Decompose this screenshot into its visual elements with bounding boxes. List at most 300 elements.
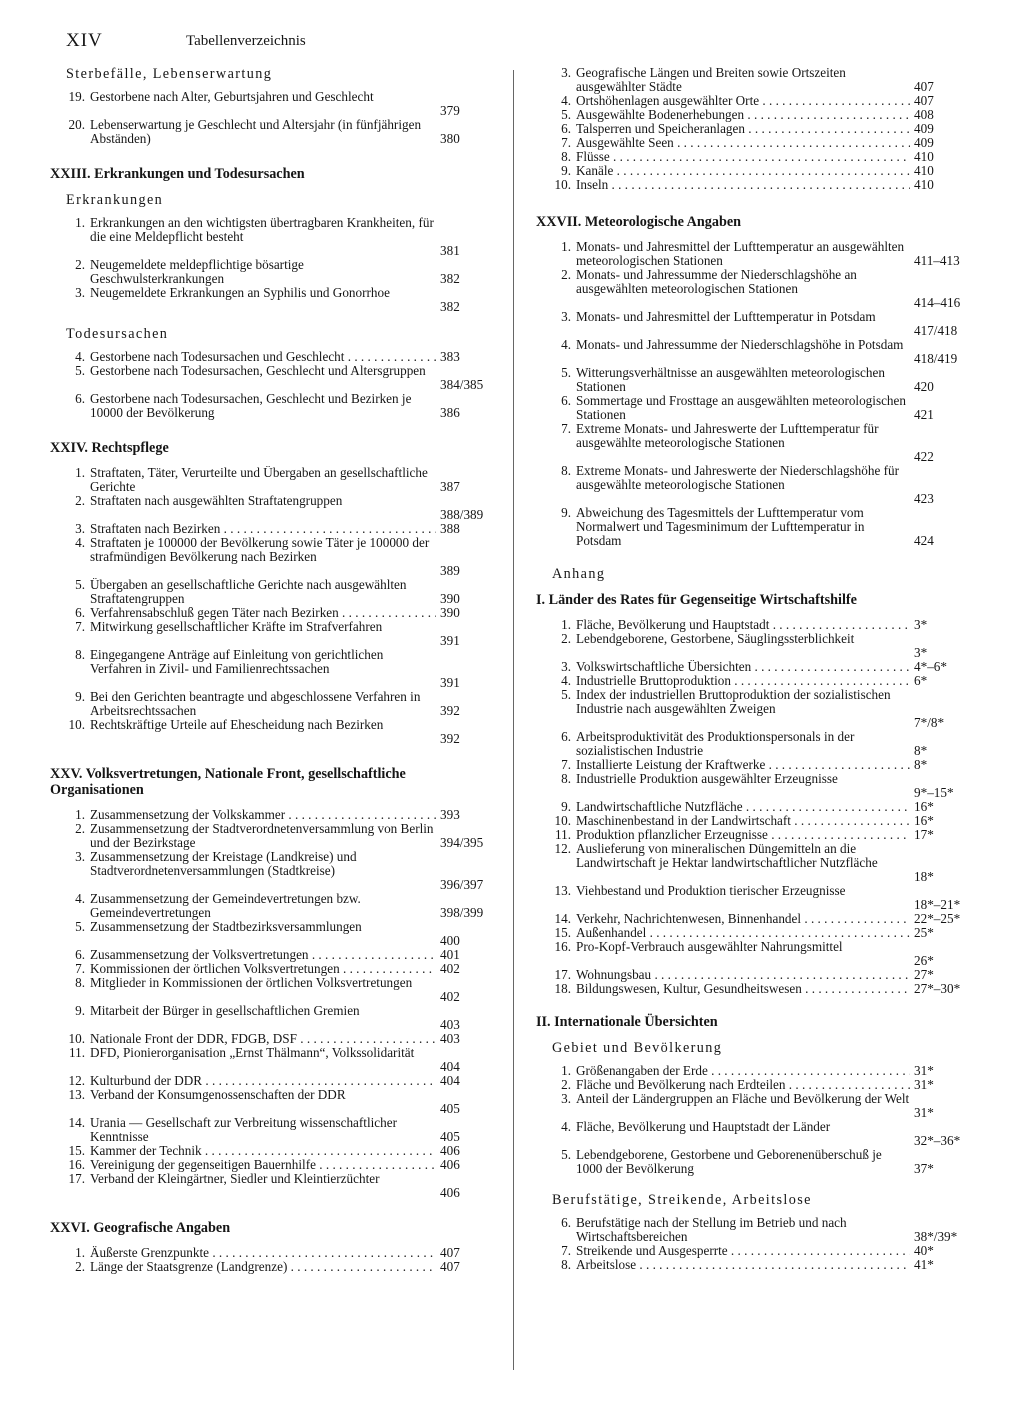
entry-number: 1. [561,617,571,632]
toc-entry[interactable] [536,968,978,982]
entry-number: 15. [68,1143,85,1158]
toc-entry[interactable] [536,338,978,366]
toc-entry[interactable] [50,258,490,286]
entry-page: 418/419 [914,351,958,366]
toc-entry[interactable] [50,1046,490,1074]
entry-number: 1. [75,1245,85,1260]
entry-title: Rechtskräftige Urteile auf Ehescheidung nach Bezirken [90,718,384,732]
entry-title: Übergaben an gesellschaftliche Gerichte nach ausgewählten Straftatengruppen [90,578,407,606]
toc-entry[interactable] [50,808,490,822]
entry-title: Fläche und Bevölkerung nach Erdteilen . . . [576,1078,910,1092]
toc-entry[interactable] [50,822,490,850]
toc-entry[interactable] [536,618,978,632]
section-subheading: Gebiet und Bevölkerung [552,1040,723,1056]
entry-page: 410 [914,149,934,164]
entry-page: 393 [440,807,460,822]
entry-page: 424 [914,533,934,548]
entry-page: 27*–30* [914,981,961,996]
entry-title: Außenhandel . . . [576,926,910,940]
entry-title: Gestorbene nach Todesursachen, Geschlecht und Bezirken je 10000 der Bevölkerung [90,392,412,420]
entry-number: 1. [75,807,85,822]
entry-title: Fläche, Bevölkerung und Hauptstadt . . . [576,618,910,632]
toc-entry[interactable] [50,620,490,648]
toc-entry[interactable] [536,464,978,506]
entry-title: Zusammensetzung der Volksvertretungen . . . [90,948,436,962]
entry-number: 9. [561,163,571,178]
toc-entry[interactable] [536,1216,978,1244]
entry-page: 26* [914,953,934,968]
entry-number: 10. [554,177,571,192]
entry-number: 4. [75,891,85,906]
entry-page: 381 [440,243,460,258]
toc-entry[interactable] [536,660,978,674]
entry-number: 18. [554,981,571,996]
toc-entry[interactable] [536,310,978,338]
toc-entry[interactable] [536,164,978,178]
toc-entry[interactable] [50,1074,490,1088]
chapter-heading: XXIV. Rechtspflege [50,440,169,456]
entry-number: 7. [561,1243,571,1258]
entry-page: 421 [914,407,934,422]
entry-title: Kulturbund der DDR . . . [90,1074,436,1088]
toc-entry[interactable] [50,1172,490,1200]
entry-number: 16. [554,939,571,954]
toc-entry[interactable] [536,506,978,548]
toc-section [50,1220,490,1274]
toc-entry[interactable] [50,364,490,392]
entry-page: 384/385 [440,377,484,392]
entry-title: Monats- und Jahresmittel der Lufttemperatur in Potsdam [576,310,876,324]
entry-number: 9. [561,799,571,814]
toc-entry[interactable] [536,828,978,842]
entry-number: 8. [561,771,571,786]
toc-section [50,326,490,420]
toc-entry[interactable] [536,150,978,164]
entry-page: 32*–36* [914,1133,961,1148]
entry-title: Talsperren und Speicheranlagen . . . [576,122,910,136]
entry-number: 8. [75,647,85,662]
entry-number: 2. [75,493,85,508]
entry-page: 382 [440,299,460,314]
toc-entry[interactable] [50,976,490,1004]
entry-title: Mitwirkung gesellschaftlicher Kräfte im Strafverfahren [90,620,383,634]
entry-title: Inseln . . . [576,178,910,192]
entry-page: 398/399 [440,905,484,920]
entry-number: 1. [75,215,85,230]
entry-page: 31* [914,1077,934,1092]
toc-entry[interactable] [536,1244,978,1258]
entry-page: 406 [440,1157,460,1172]
entry-page: 22*–25* [914,911,961,926]
toc-entry[interactable] [50,892,490,920]
entry-page: 392 [440,731,460,746]
entry-title: Größenangaben der Erde . . . [576,1064,910,1078]
entry-number: 10. [554,813,571,828]
toc-entry[interactable] [50,690,490,718]
entry-title: Straftaten nach ausgewählten Straftatengruppen [90,494,343,508]
toc-entry[interactable] [50,536,490,578]
toc-section [50,440,490,746]
toc-entry[interactable] [50,1116,490,1144]
entry-title: Äußerste Grenzpunkte . . . [90,1246,436,1260]
entry-page: 18*–21* [914,897,961,912]
toc-entry[interactable] [50,850,490,892]
entry-title: Neugemeldete meldepflichtige bösartige Geschwulsterkrankungen [90,258,304,286]
toc-entry[interactable] [50,920,490,948]
entry-title: Gestorbene nach Alter, Geburtsjahren und Geschlecht [90,90,374,104]
entry-title: Auslieferung von mineralischen Düngemitteln an die Landwirtschaft je Hektar landwirtschaftlicher Nutzfläche [576,842,878,870]
entry-number: 8. [561,463,571,478]
entry-page: 389 [440,563,460,578]
entry-number: 7. [75,619,85,634]
entry-title: Straftaten je 100000 der Bevölkerung sowie Täter je 100000 der strafmündigen Bevölkerung nach Bezirken [90,536,430,564]
toc-entry[interactable] [536,136,978,150]
toc-entry[interactable] [50,350,490,364]
entry-page: 420 [914,379,934,394]
entry-title: Volkswirtschaftliche Übersichten . . . [576,660,910,674]
toc-entry[interactable] [50,606,490,620]
entry-title: Berufstätige nach der Stellung im Betrieb und nach Wirtschaftsbereichen [576,1216,847,1244]
entry-title: Viehbestand und Produktion tierischer Erzeugnisse [576,884,846,898]
entry-title: Ortshöhenlagen ausgewählter Orte . . . [576,94,910,108]
entry-title: Industrielle Bruttoproduktion . . . [576,674,910,688]
entry-page: 402 [440,961,460,976]
entry-page: 404 [440,1059,460,1074]
entry-title: Extreme Monats- und Jahreswerte der Niederschlagshöhe für ausgewählte meteorologische Stationen [576,464,899,492]
entry-page: 403 [440,1017,460,1032]
toc-entry[interactable] [536,674,978,688]
entry-title: Maschinenbestand in der Landwirtschaft . . . [576,814,910,828]
page-header [66,30,486,56]
toc-entry[interactable] [50,578,490,606]
entry-page: 37* [914,1161,934,1176]
entry-title: Gestorbene nach Todesursachen, Geschlecht und Altersgruppen [90,364,426,378]
entry-page: 390 [440,591,460,606]
toc-entry[interactable] [536,1258,978,1272]
entry-page: 3* [914,645,928,660]
toc-entry[interactable] [536,178,978,192]
entry-page: 402 [440,989,460,1004]
entry-page: 411–413 [914,253,960,268]
entry-number: 19. [68,89,85,104]
entry-title: Bei den Gerichten beantragte und abgeschlossene Verfahren in Arbeitsrechtssachen [90,690,421,718]
entry-title: DFD, Pionierorganisation „Ernst Thälmann“, Volkssolidarität [90,1046,415,1060]
entry-title: Industrielle Produktion ausgewählter Erzeugnisse [576,772,838,786]
toc-section [536,566,978,582]
entry-title: Bildungswesen, Kultur, Gesundheitswesen . . . [576,982,910,996]
entry-page: 405 [440,1129,460,1144]
toc-entry[interactable] [50,286,490,314]
entry-number: 5. [75,363,85,378]
entry-number: 3. [561,1091,571,1106]
entry-page: 414–416 [914,295,961,310]
entry-title: Ausgewählte Seen . . . [576,136,910,150]
entry-title: Mitglieder in Kommissionen der örtlichen Volksvertretungen [90,976,413,990]
toc-section [536,1192,978,1272]
entry-title: Landwirtschaftliche Nutzfläche . . . [576,800,910,814]
entry-number: 2. [561,631,571,646]
toc-entry[interactable] [536,982,978,996]
entry-number: 8. [561,149,571,164]
entry-page: 18* [914,869,934,884]
toc-entry[interactable] [536,842,978,884]
entry-page: 8* [914,743,928,758]
page-number: XIV [66,30,103,51]
toc-entry[interactable] [536,912,978,926]
toc-entry[interactable] [50,392,490,420]
entry-number: 14. [554,911,571,926]
entry-title: Zusammensetzung der Volkskammer . . . [90,808,436,822]
entry-page: 380 [440,131,460,146]
entry-page: 383 [440,349,460,364]
toc-entry[interactable] [536,108,978,122]
toc-section [50,166,490,314]
entry-page: 400 [440,933,460,948]
entry-number: 10. [68,1031,85,1046]
entry-title: Straftaten nach Bezirken . . . [90,522,436,536]
toc-entry[interactable] [536,1148,978,1176]
entry-page: 422 [914,449,934,464]
entry-title: Verkehr, Nachrichtenwesen, Binnenhandel . . . [576,912,910,926]
entry-title: Zusammensetzung der Gemeindevertretungen bzw. Gemeindevertretungen [90,892,361,920]
entry-number: 5. [561,687,571,702]
chapter-heading: XXV. Volksvertretungen, Nationale Front, gesellschaftliche Organisationen [50,766,406,798]
entry-page: 3* [914,617,928,632]
entry-page: 403 [440,1031,460,1046]
toc-entry[interactable] [50,1260,490,1274]
entry-page: 16* [914,799,934,814]
entry-title: Länge der Staatsgrenze (Landgrenze) . . . [90,1260,436,1274]
entry-title: Kammer der Technik . . . [90,1144,436,1158]
entry-number: 5. [561,1147,571,1162]
entry-number: 9. [75,689,85,704]
toc-entry[interactable] [536,688,978,730]
entry-number: 2. [561,267,571,282]
entry-title: Produktion pflanzlicher Erzeugnisse . . . [576,828,910,842]
entry-number: 11. [69,1045,85,1060]
toc-entry[interactable] [536,884,978,912]
toc-entry[interactable] [536,394,978,422]
entry-page: 9*–15* [914,785,954,800]
toc-entry[interactable] [536,1064,978,1078]
toc-section [536,214,978,548]
entry-number: 4. [561,1119,571,1134]
entry-number: 10. [68,717,85,732]
entry-title: Index der industriellen Bruttoproduktion der sozialistischen Industrie nach ausgewählten Zweigen [576,688,891,716]
toc-entry[interactable] [50,494,490,522]
entry-number: 17. [554,967,571,982]
entry-title: Anteil der Ländergruppen an Fläche und Bevölkerung der Welt [576,1092,910,1106]
toc-entry[interactable] [50,1144,490,1158]
entry-number: 2. [75,1259,85,1274]
entry-page: 387 [440,479,460,494]
entry-number: 6. [561,121,571,136]
entry-number: 4. [561,673,571,688]
entry-title: Fläche, Bevölkerung und Hauptstadt der Länder [576,1120,831,1134]
chapter-heading: XXVI. Geografische Angaben [50,1220,231,1236]
entry-number: 7. [561,421,571,436]
entry-number: 5. [75,919,85,934]
toc-entry[interactable] [536,1120,978,1148]
toc-entry[interactable] [536,94,978,108]
entry-page: 386 [440,405,460,420]
entry-page: 409 [914,135,934,150]
toc-entry[interactable] [50,648,490,690]
entry-page: 404 [440,1073,460,1088]
entry-number: 3. [561,309,571,324]
toc-entry[interactable] [536,632,978,660]
entry-title: Sommertage und Frosttage an ausgewählten meteorologischen Stationen [576,394,906,422]
toc-entry[interactable] [536,940,978,968]
entry-number: 2. [75,821,85,836]
entry-page: 6* [914,673,928,688]
entry-page: 17* [914,827,934,842]
entry-title: Monats- und Jahresmittel der Lufttemperatur an ausgewählten meteorologischen Stationen [576,240,905,268]
entry-page: 394/395 [440,835,484,850]
toc-entry[interactable] [50,90,490,118]
chapter-heading: XXIII. Erkrankungen und Todesursachen [50,166,305,182]
entry-page: 391 [440,675,460,690]
entry-page: 406 [440,1143,460,1158]
entry-number: 3. [561,65,571,80]
entry-page: 379 [440,103,460,118]
toc-entry[interactable] [536,1092,978,1120]
toc-entry[interactable] [50,718,490,746]
toc-entry[interactable] [50,1088,490,1116]
entry-page: 405 [440,1101,460,1116]
toc-entry[interactable] [50,466,490,494]
entry-page: 410 [914,163,934,178]
entry-page: 407 [914,79,934,94]
toc-entry[interactable] [536,758,978,772]
entry-page: 410 [914,177,934,192]
entry-number: 6. [561,1215,571,1230]
toc-section [536,66,978,192]
entry-title: Arbeitsproduktivität des Produktionspersonals in der sozialistischen Industrie [576,730,855,758]
entry-page: 417/418 [914,323,958,338]
entry-page: 41* [914,1257,934,1272]
entry-page: 4*–6* [914,659,947,674]
entry-page: 423 [914,491,934,506]
toc-entry[interactable] [536,926,978,940]
toc-entry[interactable] [536,1078,978,1092]
toc-entry[interactable] [50,1004,490,1032]
entry-number: 7. [561,757,571,772]
entry-number: 8. [561,1257,571,1272]
entry-number: 9. [561,505,571,520]
toc-entry[interactable] [50,1032,490,1046]
entry-number: 5. [75,577,85,592]
toc-entry[interactable] [50,118,490,146]
entry-title: Gestorbene nach Todesursachen und Geschlecht . . . [90,350,436,364]
entry-page: 7*/8* [914,715,945,730]
toc-entry[interactable] [50,962,490,976]
toc-entry[interactable] [536,240,978,268]
entry-number: 2. [561,1077,571,1092]
entry-number: 6. [75,947,85,962]
toc-section [50,66,490,146]
entry-title: Lebendgeborene, Gestorbene und Geborenenüberschuß je 1000 der Bevölkerung [576,1148,882,1176]
entry-title: Zusammensetzung der Kreistage (Landkreise) und Stadtverordnetenversammlungen (Stadtkreise) [90,850,357,878]
entry-number: 15. [554,925,571,940]
entry-page: 392 [440,703,460,718]
entry-page: 390 [440,605,460,620]
toc-entry[interactable] [50,1246,490,1260]
entry-page: 407 [914,93,934,108]
entry-title: Verfahrensabschluß gegen Täter nach Bezirken . . . [90,606,436,620]
entry-number: 16. [68,1157,85,1172]
entry-title: Vereinigung der gegenseitigen Bauernhilfe . . . [90,1158,436,1172]
entry-title: Nationale Front der DDR, FDGB, DSF . . . [90,1032,436,1046]
entry-title: Zusammensetzung der Stadtbezirksversammlungen [90,920,362,934]
entry-number: 4. [75,535,85,550]
entry-number: 6. [75,391,85,406]
entry-number: 7. [561,135,571,150]
entry-page: 25* [914,925,934,940]
entry-number: 17. [68,1171,85,1186]
entry-title: Ausgewählte Bodenerhebungen . . . [576,108,910,122]
entry-number: 3. [75,285,85,300]
entry-title: Kommissionen der örtlichen Volksvertretungen . . . [90,962,436,976]
entry-title: Verband der Kleingärtner, Siedler und Kleintierzüchter [90,1172,380,1186]
toc-entry[interactable] [536,800,978,814]
toc-entry[interactable] [536,814,978,828]
entry-page: 391 [440,633,460,648]
toc-entry[interactable] [536,122,978,136]
entry-page: 27* [914,967,934,982]
entry-title: Arbeitslose . . . [576,1258,910,1272]
entry-title: Mitarbeit der Bürger in gesellschaftlichen Gremien [90,1004,360,1018]
entry-page: 401 [440,947,460,962]
entry-page: 409 [914,121,934,136]
entry-number: 4. [561,93,571,108]
toc-entry[interactable] [536,366,978,394]
section-subheading: Sterbefälle, Lebenserwartung [66,66,273,82]
entry-number: 4. [561,337,571,352]
toc-entry[interactable] [536,772,978,800]
entry-title: Pro-Kopf-Verbrauch ausgewählter Nahrungsmittel [576,940,843,954]
entry-number: 6. [75,605,85,620]
toc-entry[interactable] [536,66,978,94]
entry-title: Monats- und Jahressumme der Niederschlagshöhe in Potsdam [576,338,904,352]
entry-number: 1. [561,239,571,254]
chapter-heading: XXVII. Meteorologische Angaben [536,214,742,230]
entry-title: Neugemeldete Erkrankungen an Syphilis und Gonorrhoe [90,286,390,300]
left-column [50,66,490,1274]
entry-number: 13. [68,1087,85,1102]
entry-number: 8. [75,975,85,990]
chapter-heading: I. Länder des Rates für Gegenseitige Wirtschaftshilfe [536,592,857,608]
entry-number: 11. [555,827,571,842]
toc-entry[interactable] [536,422,978,464]
toc-entry[interactable] [50,522,490,536]
entry-title: Erkrankungen an den wichtigsten übertragbaren Krankheiten, für die eine Meldepflicht besteht [90,216,434,244]
entry-title: Monats- und Jahressumme der Niederschlagshöhe an ausgewählten meteorologischen Stationen [576,268,857,296]
entry-number: 6. [561,393,571,408]
entry-title: Flüsse . . . [576,150,910,164]
toc-entry[interactable] [50,216,490,258]
entry-title: Witterungsverhältnisse an ausgewählten meteorologischen Stationen [576,366,885,394]
column-divider [513,70,514,1370]
toc-entry[interactable] [536,268,978,310]
toc-entry[interactable] [50,1158,490,1172]
entry-number: 1. [75,465,85,480]
entry-page: 408 [914,107,934,122]
toc-entry[interactable] [50,948,490,962]
entry-title: Urania — Gesellschaft zur Verbreitung wissenschaftlicher Kenntnisse [90,1116,397,1144]
entry-title: Lebendgeborene, Gestorbene, Säuglingssterblichkeit [576,632,855,646]
toc-entry[interactable] [536,730,978,758]
